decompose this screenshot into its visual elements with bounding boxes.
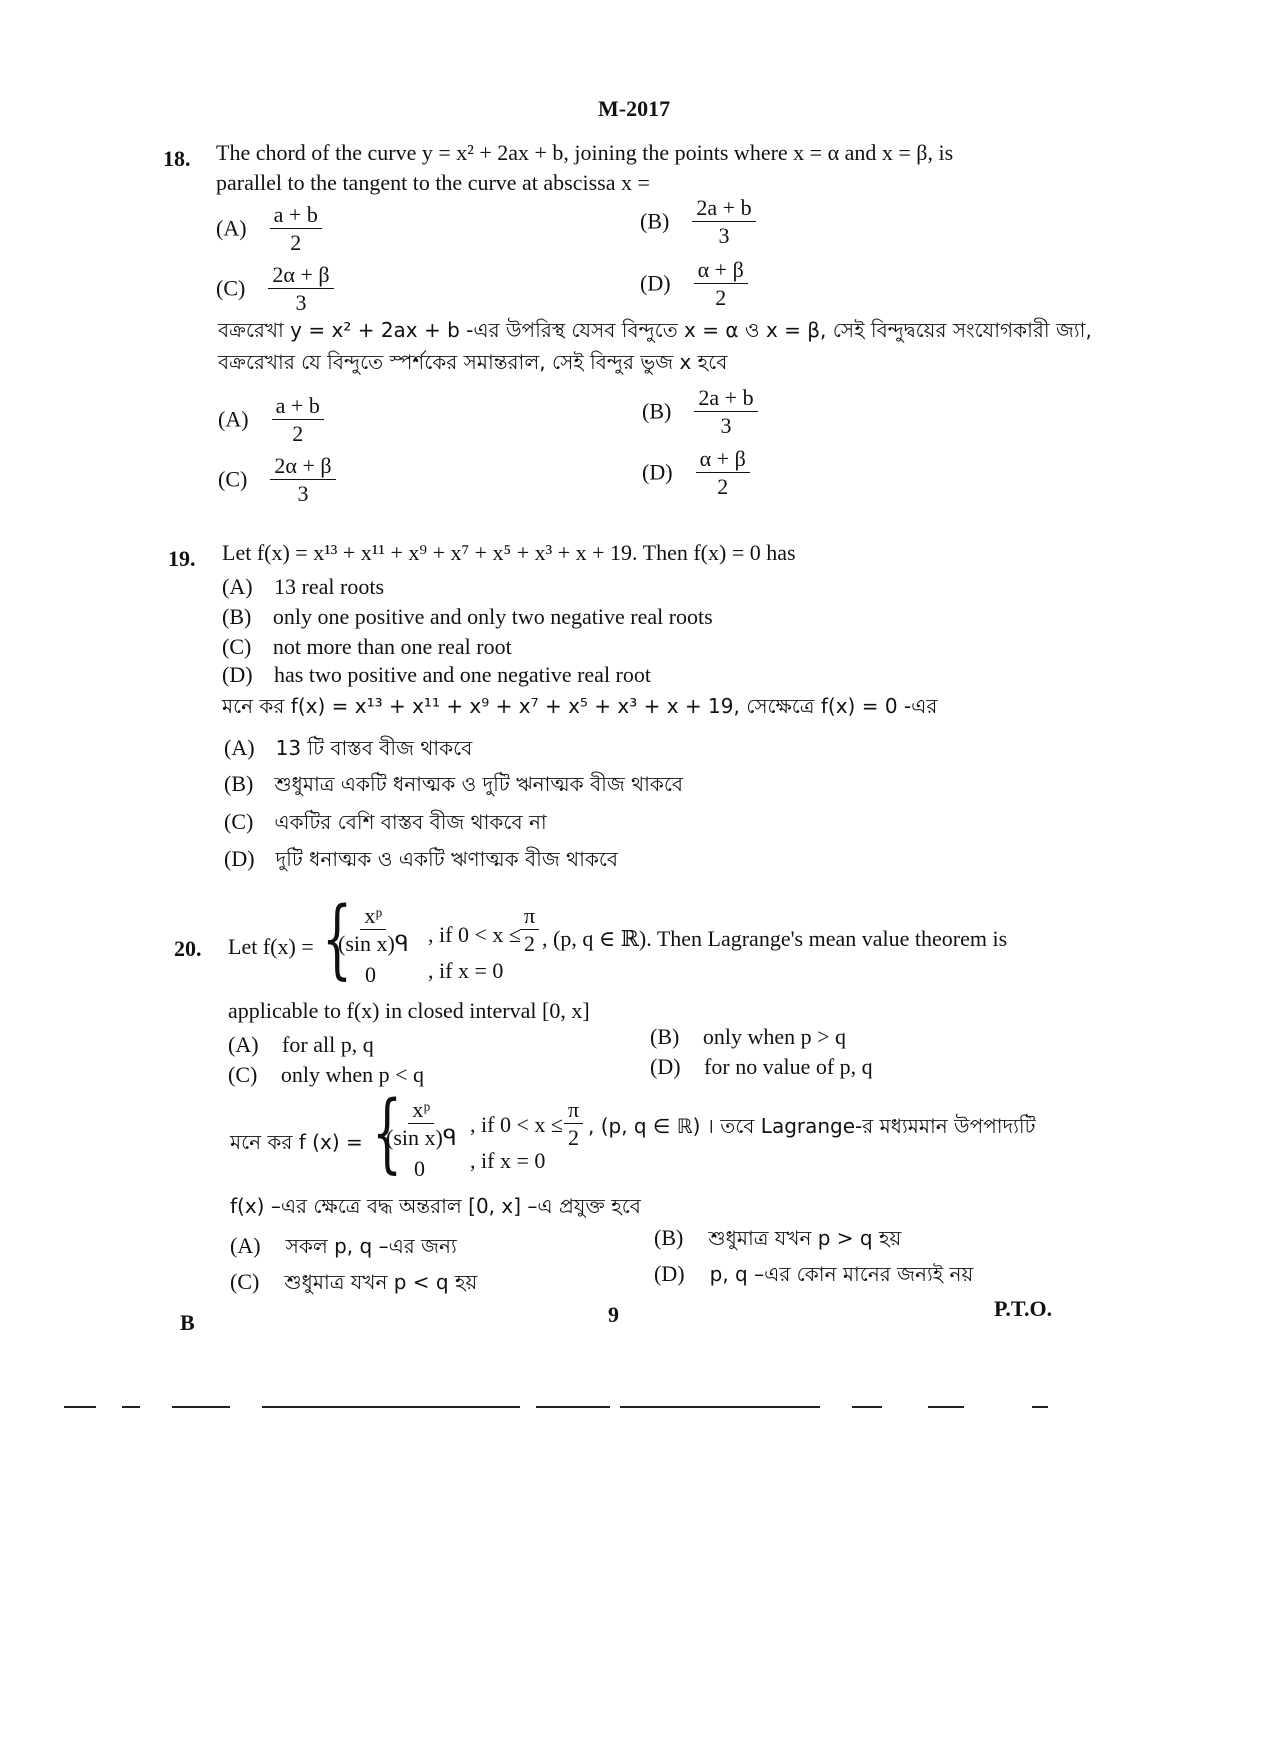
q19-bn-option-b[interactable] [224, 770, 683, 803]
q18-option-b[interactable] [640, 196, 756, 247]
option-text: 13 real roots [274, 574, 385, 599]
q20-bengali-let: মনে কর f (x) = [230, 1130, 363, 1154]
q19-option-c[interactable] [222, 634, 512, 660]
divider [122, 1406, 140, 1408]
option-text: for all p, q [282, 1032, 374, 1057]
q20-option-a[interactable] [228, 1032, 374, 1058]
option-fraction: $\frac{\alpha + \beta}{2}$ [694, 258, 748, 309]
pto-label: P.T.O. [994, 1296, 1053, 1321]
option-label: (A) [230, 1233, 261, 1258]
q20-let: Let f(x) = [228, 934, 314, 959]
q20-bn-case1-condition: , if 0 < x ≤ [470, 1112, 563, 1137]
option-fraction: $\frac{a + b}{2}$ [272, 394, 324, 445]
option-label: (A) [216, 215, 247, 241]
q20-bengali-line-2: f(x) –এর ক্ষেত্রে বদ্ধ অন্তরাল [0, x] –এ প্রযুক্ত হবে [230, 1194, 641, 1218]
option-fraction: $\frac{2\alpha + \beta}{3}$ [268, 263, 333, 314]
divider [928, 1406, 964, 1408]
q19-bn-option-c[interactable] [224, 808, 547, 841]
option-label: (C) [216, 275, 246, 301]
option-label: (C) [230, 1269, 260, 1294]
q18-bengali-line-1: বক্ররেখা y = x² + 2ax + b -এর উপরিস্থ যেসব বিন্দুতে x = α ও x = β, সেই বিন্দুদ্বয়ের সংযোগকারী জ্যা, [218, 318, 1092, 342]
q20-pi-over-2: $\frac{\pi}{2}$ [520, 904, 539, 955]
option-label: (C) [228, 1062, 258, 1087]
page-number: 9 [608, 1302, 619, 1327]
option-label: (C) [218, 466, 248, 492]
q18-option-d[interactable] [640, 258, 748, 309]
q19-bengali-stem: মনে কর f(x) = x¹³ + x¹¹ + x⁹ + x⁷ + x⁵ + x³ + x + 19, সেক্ষেত্রে f(x) = 0 -এর [222, 694, 938, 718]
option-label: (A) [228, 1032, 259, 1057]
q20-option-d[interactable] [650, 1054, 873, 1080]
option-label: (D) [224, 846, 255, 871]
q18-option-c[interactable] [216, 263, 334, 314]
divider [852, 1406, 882, 1408]
option-label: (B) [640, 208, 670, 234]
q20-bn-option-b[interactable] [654, 1224, 901, 1257]
q19-option-b[interactable] [222, 604, 713, 630]
q20-bn-option-c[interactable] [230, 1268, 477, 1301]
option-text: দুটি ধনাত্মক ও একটি ঋণাত্মক বীজ থাকবে [275, 847, 619, 871]
option-text: 13 টি বাস্তব বীজ থাকবে [275, 736, 473, 760]
option-text: only when p > q [702, 1024, 846, 1049]
q20-case2-condition: , if x = 0 [428, 958, 504, 983]
q19-option-d[interactable] [222, 662, 651, 688]
option-text: has two positive and one negative real root [274, 662, 651, 687]
q18-bn-option-a[interactable] [218, 394, 324, 445]
q18-option-a[interactable] [216, 203, 322, 254]
option-fraction: $\frac{a + b}{2}$ [270, 203, 322, 254]
q19-option-a[interactable] [222, 574, 384, 600]
question-number-18: 18. [163, 146, 191, 171]
q20-bn-option-d[interactable] [654, 1260, 973, 1293]
option-label: (B) [654, 1225, 684, 1250]
option-fraction: $\frac{\alpha + \beta}{2}$ [696, 447, 750, 498]
option-text: for no value of p, q [704, 1054, 873, 1079]
option-text: শুধুমাত্র যখন p > q হয় [708, 1226, 902, 1250]
q20-bengali-domain: , (p, q ∈ ℝ) । তবে Lagrange-র মধ্যমমান উপপাদ্যটি [588, 1114, 1036, 1138]
option-fraction: $\frac{2\alpha + \beta}{3}$ [270, 454, 335, 505]
q20-bn-pi-over-2: $\frac{\pi}{2}$ [564, 1098, 583, 1149]
option-label: (D) [222, 662, 253, 687]
option-text: p, q –এর কোন মানের জন্যই নয় [709, 1262, 974, 1286]
divider [172, 1406, 230, 1408]
q20-bn-option-a[interactable] [230, 1232, 457, 1265]
option-label: (D) [640, 270, 671, 296]
option-text: শুধুমাত্র যখন p < q হয় [284, 1270, 478, 1294]
q20-bn-brace: { [372, 1083, 403, 1183]
q19-bn-option-d[interactable] [224, 845, 618, 878]
option-label: (D) [654, 1261, 685, 1286]
page-code: M-2017 [598, 96, 671, 121]
q20-brace: { [322, 889, 353, 989]
option-label: (A) [218, 406, 249, 432]
q19-english-stem: Let f(x) = x¹³ + x¹¹ + x⁹ + x⁷ + x⁵ + x³ + x + 19. Then f(x) = 0 has [222, 540, 796, 565]
option-text: একটির বেশি বাস্তব বীজ থাকবে না [274, 810, 547, 834]
option-label: (C) [222, 634, 252, 659]
q20-case2-value: 0 [365, 962, 376, 987]
q20-option-b[interactable] [650, 1024, 846, 1050]
q20-case1-condition: , if 0 < x ≤ [428, 922, 521, 947]
option-text: শুধুমাত্র একটি ধনাত্মক ও দুটি ঋনাত্মক বীজ থাকবে [274, 772, 684, 796]
divider [262, 1406, 520, 1408]
option-text: only one positive and only two negative real roots [272, 604, 713, 629]
q20-bn-case2-value: 0 [414, 1156, 425, 1181]
option-label: (B) [222, 604, 252, 629]
option-fraction: $\frac{2a + b}{3}$ [694, 386, 757, 437]
option-text: not more than one real root [272, 634, 512, 659]
q20-english-line-2: applicable to f(x) in closed interval [0, x] [228, 998, 590, 1023]
divider [64, 1406, 96, 1408]
option-label: (A) [224, 735, 255, 760]
q18-bn-option-d[interactable] [642, 447, 750, 498]
question-number-19: 19. [168, 546, 196, 571]
q18-bn-option-b[interactable] [642, 386, 758, 437]
divider [536, 1406, 610, 1408]
option-label: (C) [224, 809, 254, 834]
q19-bn-option-a[interactable] [224, 734, 472, 767]
q20-bn-case1-fraction: $\frac{\text{xᵖ}}{\text{(sin x)ᑫ}}$ [386, 1097, 457, 1151]
option-label: (B) [650, 1024, 680, 1049]
option-text: সকল p, q –এর জন্য [285, 1234, 457, 1258]
option-label: (B) [642, 398, 672, 424]
q18-english-line-2: parallel to the tangent to the curve at abscissa x = [216, 170, 650, 195]
q20-domain-text: , (p, q ∈ ℝ). Then Lagrange's mean value theorem is [542, 926, 1008, 951]
q18-bengali-line-2: বক্ররেখার যে বিন্দুতে স্পর্শকের সমান্তরাল, সেই বিন্দুর ভুজ x হবে [218, 350, 728, 374]
option-label: (B) [224, 771, 254, 796]
option-label: (D) [650, 1054, 681, 1079]
option-text: only when p < q [280, 1062, 424, 1087]
divider [620, 1406, 820, 1408]
q20-case1-fraction: $\frac{\text{xᵖ}}{\text{(sin x)ᑫ}}$ [338, 903, 409, 957]
divider [1032, 1406, 1048, 1408]
q18-english-line-1: The chord of the curve y = x² + 2ax + b, joining the points where x = α and x = β, is [216, 140, 954, 165]
series-code: B [180, 1310, 195, 1335]
q20-bn-case2-condition: , if x = 0 [470, 1148, 546, 1173]
option-fraction: $\frac{2a + b}{3}$ [692, 196, 755, 247]
option-label: (A) [222, 574, 253, 599]
option-label: (D) [642, 459, 673, 485]
q18-bn-option-c[interactable] [218, 454, 336, 505]
question-number-20: 20. [174, 936, 202, 961]
